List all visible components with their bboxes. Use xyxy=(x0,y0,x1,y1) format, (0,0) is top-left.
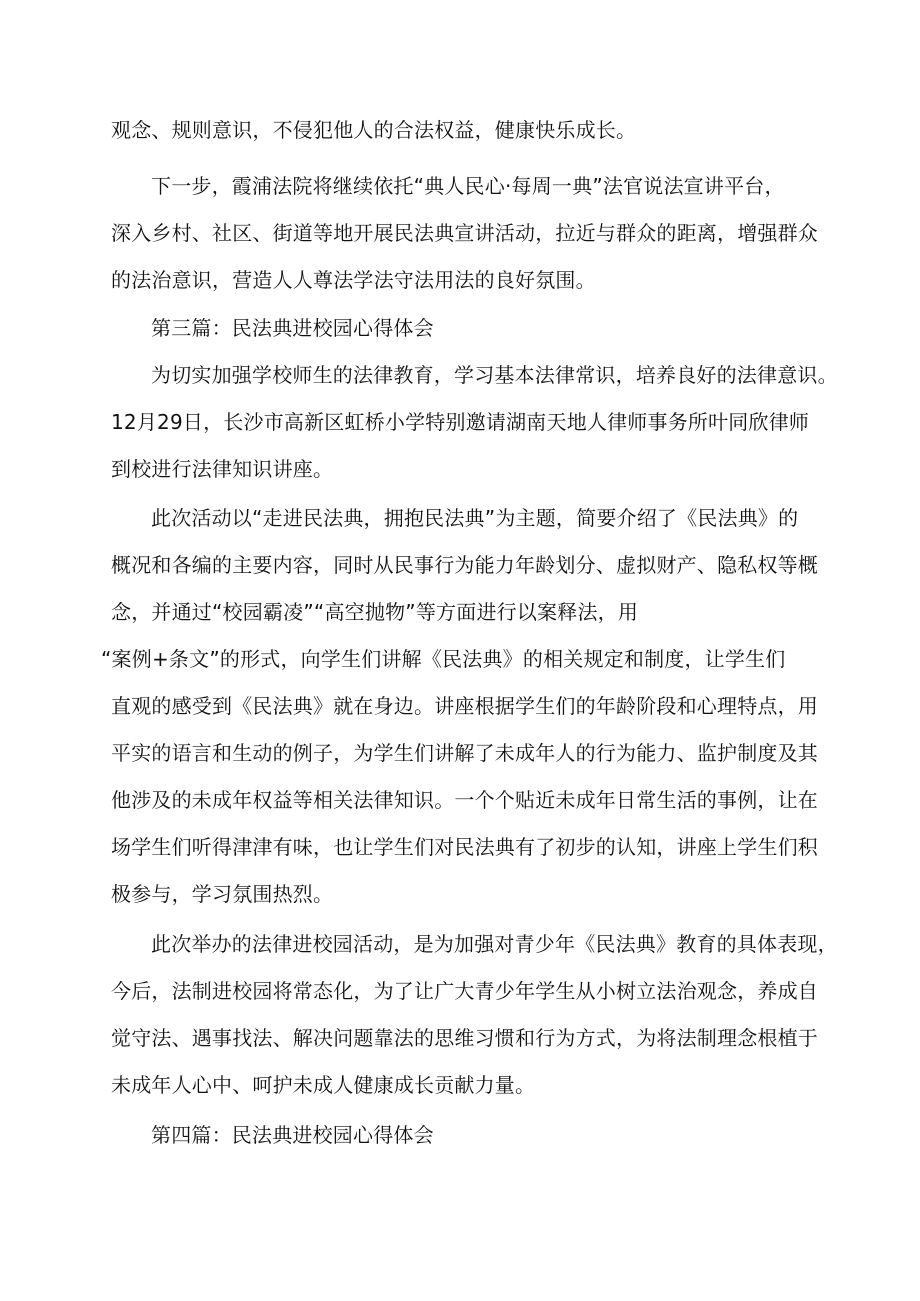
paragraph-line: 12月29日，长沙市高新区虹桥小学特别邀请湖南天地人律师事务所叶同欣律师 xyxy=(111,410,810,434)
paragraph-line: 未成年人心中、呵护未成人健康成长贡献力量。 xyxy=(111,1073,536,1097)
paragraph-line: 的法治意识，营造人人尊法学法守法用法的良好氛围。 xyxy=(111,268,596,292)
paragraph-line: 深入乡村、社区、街道等地开展民法典宣讲活动，拉近与群众的距离，增强群众 xyxy=(111,221,818,245)
paragraph-line: 下一步，霞浦法院将继续依托“典人民心·每周一典”法官说法宣讲平台， xyxy=(151,174,785,198)
paragraph-line: 直观的感受到《民法典》就在身边。讲座根据学生们的年龄阶段和心理特点，用 xyxy=(111,694,818,718)
paragraph-line: 此次活动以“走进民法典，拥抱民法典”为主题，简要介绍了《民法典》的 xyxy=(151,506,799,530)
paragraph-line: 此次举办的法律进校园活动，是为加强对青少年《民法典》教育的具体表现， xyxy=(151,932,838,956)
paragraph-line: 为切实加强学校师生的法律教育，学习基本法律常识，培养良好的法律意识。 xyxy=(151,363,838,387)
paragraph-line: 场学生们听得津津有味，也让学生们对民法典有了初步的认知，讲座上学生们积 xyxy=(111,835,818,859)
section-heading: 第三篇：民法典进校园心得体会 xyxy=(151,316,434,340)
paragraph-line: “案例+条文”的形式，向学生们讲解《民法典》的相关规定和制度，让学生们 xyxy=(101,647,786,671)
paragraph-line: 到校进行法律知识讲座。 xyxy=(111,457,334,481)
paragraph-line: 概况和各编的主要内容，同时从民事行为能力年龄划分、虚拟财产、隐私权等概 xyxy=(111,553,818,577)
paragraph-line: 平实的语言和生动的例子，为学生们讲解了未成年人的行为能力、监护制度及其 xyxy=(111,741,818,765)
paragraph-line: 他涉及的未成年权益等相关法律知识。一个个贴近未成年日常生活的事例，让在 xyxy=(111,788,818,812)
paragraph-line: 念，并通过“校园霸凌”“高空抛物”等方面进行以案释法，用 xyxy=(111,600,639,624)
paragraph-line: 今后，法制进校园将常态化，为了让广大青少年学生从小树立法治观念，养成自 xyxy=(111,979,818,1003)
paragraph-line: 极参与，学习氛围热烈。 xyxy=(111,882,334,906)
paragraph-line: 观念、规则意识，不侵犯他人的合法权益，健康快乐成长。 xyxy=(111,118,637,142)
paragraph-line: 觉守法、遇事找法、解决问题靠法的思维习惯和行为方式，为将法制理念根植于 xyxy=(111,1026,818,1050)
section-heading: 第四篇：民法典进校园心得体会 xyxy=(151,1123,434,1147)
